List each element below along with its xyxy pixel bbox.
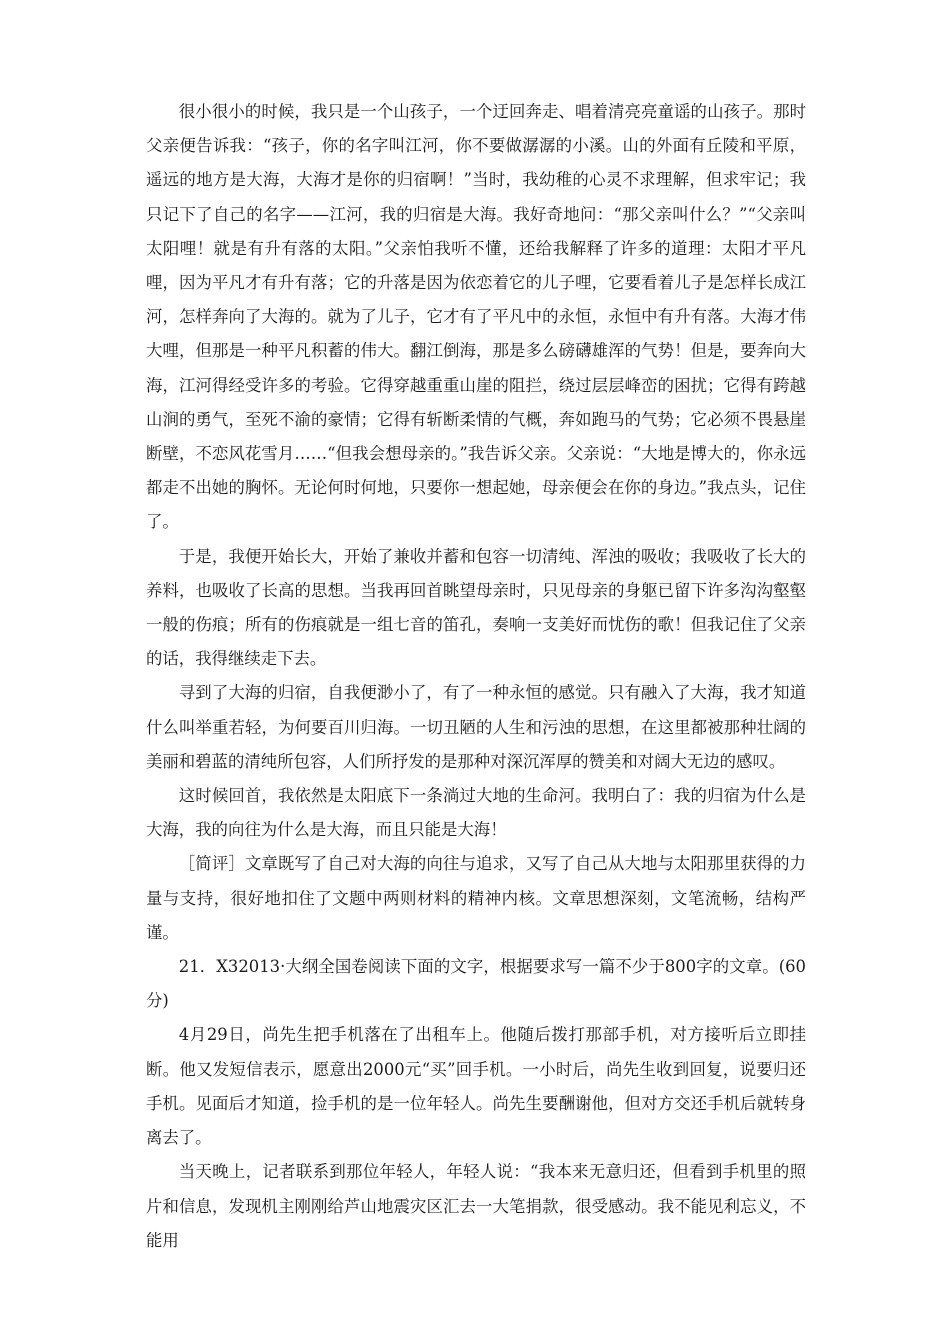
- paragraph-commentary: ［简评］文章既写了自己对大海的向往与追求，又写了自己从大地与太阳那里获得的力量与支持，很好地扣住了文题中两则材料的精神内核。文章思想深刻，文笔流畅，结构严谨。: [146, 854, 806, 942]
- paragraph-material-phone: 4月29日，尚先生把手机落在了出租车上。他随后拨打那部手机，对方接听后立即挂断。他又发短信表示，愿意出2000元“买”回手机。一小时后，尚先生收到回复，说要归还手机。见面后才知道，捡手机的是一位年轻人。尚先生要酬谢他，但对方交还手机后就转身离去了。: [146, 1025, 806, 1148]
- paragraph-sea: 寻到了大海的归宿，自我便渺小了，有了一种永恒的感觉。只有融入了大海，我才知道什么叫举重若轻，为何要百川归海。一切丑陋的人生和污浊的思想，在这里都被那种壮阔的美丽和碧蓝的清纯所包容，人们所抒发的是那种对深沉浑厚的赞美和对阔大无边的感叹。: [146, 683, 806, 771]
- paragraph-childhood: 很小很小的时候，我只是一个山孩子，一个迂回奔走、唱着清亮亮童谣的山孩子。那时父亲便告诉我：“孩子，你的名字叫江河，你不要做潺潺的小溪。山的外面有丘陵和平原，遥远的地方是大海，大海才是你的归宿啊！”当时，我幼稚的心灵不求理解，但求牢记；我只记下了自己的名字——江河，我的归宿是大海。我好奇地问：“那父亲叫什么？”“父亲叫太阳哩！就是有升有落的太阳。”父亲怕我听不懂，还给我解释了许多的道理：太阳才平凡哩，因为平凡才有升有落；它的升落是因为依恋着它的儿子哩，它要看着儿子是怎样长成江河，怎样奔向了大海的。就为了儿子，它才有了平凡中的永恒，永恒中有升有落。大海才伟大哩，但那是一种平凡积蓄的伟大。翻江倒海，那是多么磅礴雄浑的气势！但是，要奔向大海，江河得经受许多的考验。它得穿越重重山崖的阻拦，绕过层层峰峦的困扰；它得有跨越山涧的勇气，至死不渝的豪情；它得有斩断柔情的气概，奔如跑马的气势；它必须不畏悬崖断壁，不恋风花雪月……“但我会想母亲的。”我告诉父亲。父亲说：“大地是博大的，你永远都走不出她的胸怀。无论何时何地，只要你一想起她，母亲便会在你的身边。”我点头，记住了。: [146, 102, 806, 532]
- document-body: [146, 95, 806, 1258]
- paragraph-looking-back: 这时候回首，我依然是太阳底下一条淌过大地的生命河。我明白了：我的归宿为什么是大海，我的向往为什么是大海，而且只能是大海！: [146, 786, 806, 840]
- paragraph-growing-up: 于是，我便开始长大，开始了兼收并蓄和包容一切清纯、浑浊的吸收；我吸收了长大的养料，也吸收了长高的思想。当我再回首眺望母亲时，只见母亲的身躯已留下许多沟沟壑壑一般的伤痕；所有的伤痕就是一组七音的笛孔，奏响一支美好而忧伤的歌！但我记住了父亲的话，我得继续走下去。: [146, 546, 806, 669]
- paragraph-question-21: 21．X32013·大纲全国卷阅读下面的文字，根据要求写一篇不少于800字的文章。(60分): [146, 957, 806, 1011]
- paragraph-material-interview: 当天晚上，记者联系到那位年轻人，年轻人说：“我本来无意归还，但看到手机里的照片和信息，发现机主刚刚给芦山地震灾区汇去一大笔捐款，很受感动。我不能见利忘义，不能用: [146, 1162, 806, 1250]
